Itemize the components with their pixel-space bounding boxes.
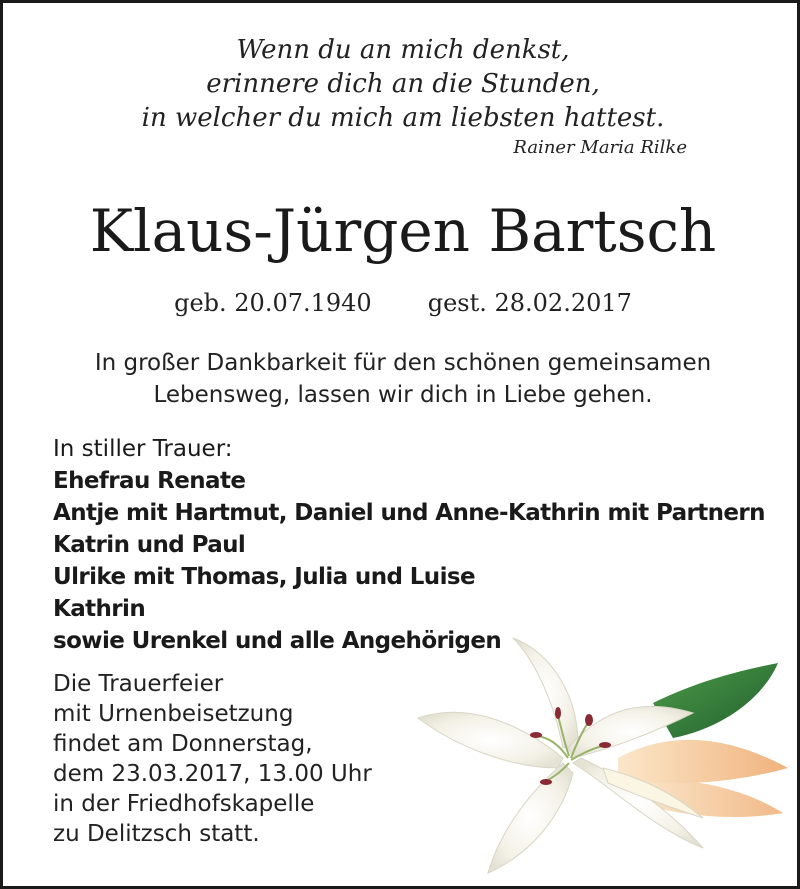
mourner-name: Katrin und Paul	[53, 532, 246, 558]
quote-line: Wenn du an mich denkst,	[236, 35, 570, 65]
life-dates	[3, 289, 800, 317]
service-line: Die Trauerfeier	[53, 671, 224, 697]
service-line: zu Delitzsch statt.	[53, 821, 260, 847]
service-line: mit Urnenbeisetzung	[53, 701, 294, 727]
death-date: gest. 28.02.2017	[427, 289, 632, 317]
service-line: in der Friedhofskapelle	[53, 791, 315, 817]
quote-line: in welcher du mich am liebsten hattest.	[141, 103, 665, 133]
poem-quote	[3, 33, 800, 135]
deceased-name: Klaus-Jürgen Bartsch	[89, 197, 717, 265]
birth-date: geb. 20.07.1940	[174, 289, 372, 317]
mourner-name: sowie Urenkel und alle Angehörigen	[53, 628, 502, 654]
mourner-name: Ulrike mit Thomas, Julia und Luise	[53, 564, 475, 590]
dedication-line: In großer Dankbarkeit für den schönen gemeinsamen	[94, 350, 712, 376]
mourner-name: Ehefrau Renate	[53, 468, 246, 494]
dedication-text	[3, 347, 800, 411]
quote-line: erinnere dich an die Stunden,	[206, 69, 600, 99]
dedication-line: Lebensweg, lassen wir dich in Liebe gehen.	[153, 382, 653, 408]
quote-author: Rainer Maria Rilke	[513, 137, 687, 158]
service-line: findet am Donnerstag,	[53, 731, 313, 757]
mourners-intro: In stiller Trauer:	[53, 436, 233, 462]
mourner-name: Kathrin	[53, 596, 146, 622]
lily-flower-image	[403, 608, 798, 878]
mourner-name: Antje mit Hartmut, Daniel und Anne-Kathrin mit Partnern	[53, 500, 765, 526]
funeral-service-info	[53, 669, 413, 849]
service-line: dem 23.03.2017, 13.00 Uhr	[53, 761, 372, 787]
